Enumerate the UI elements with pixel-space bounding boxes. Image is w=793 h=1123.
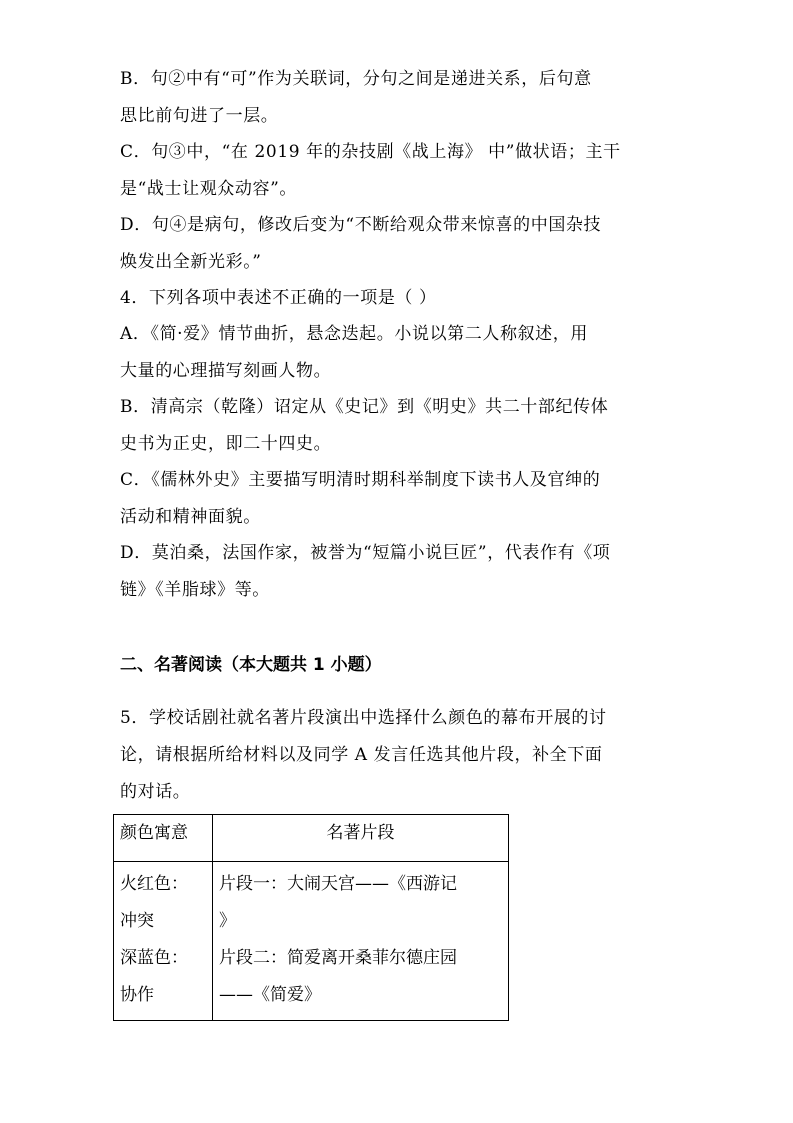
question-4	[120, 280, 680, 317]
section-title: 二、名著阅读（本大题共 1 小题）	[120, 655, 382, 675]
cell-line: 片段二：简爱离开桑菲尔德庄园	[219, 948, 457, 968]
table-row	[114, 862, 509, 1021]
text-line: 焕发出全新光彩。”	[120, 252, 262, 272]
cell-line: ——《简爱》	[219, 985, 321, 1005]
option-a-q4	[120, 316, 680, 390]
text-line: 史书为正史，即二十四史。	[120, 434, 332, 454]
text-line: B．句②中有“可”作为关联词，分句之间是递进关系，后句意	[120, 69, 592, 89]
cell-line: 协作	[120, 985, 154, 1005]
option-b-q4	[120, 389, 680, 463]
option-c-q3	[120, 134, 680, 208]
option-b-q3	[120, 61, 680, 135]
color-meaning-cell	[114, 862, 213, 1021]
cell-line: 火红色：	[120, 874, 188, 894]
text-line: 链》《羊脂球》等。	[120, 580, 270, 600]
work-excerpt-cell	[213, 862, 509, 1021]
question-5	[120, 700, 680, 811]
text-line: 是“战士让观众动容”。	[120, 179, 297, 199]
header-color-meaning: 颜色寓意	[114, 815, 213, 862]
header-work-excerpt: 名著片段	[213, 815, 509, 862]
option-c-q4	[120, 462, 680, 536]
text-line: D．莫泊桑，法国作家，被誉为“短篇小说巨匠”，代表作有《项	[120, 543, 611, 563]
text-line: 5．学校话剧社就名著片段演出中选择什么颜色的幕布开展的讨	[120, 708, 607, 728]
text-line: 论，请根据所给材料以及同学 A 发言任选其他片段，补全下面	[120, 745, 603, 765]
option-d-q4	[120, 535, 680, 609]
cell-line: 片段一：大闹天宫——《西游记	[219, 874, 457, 894]
text-line: 4．下列各项中表述不正确的一项是（ ）	[120, 288, 437, 308]
text-line: 活动和精神面貌。	[120, 507, 261, 527]
text-line: C．句③中，“在 2019 年的杂技剧《战上海》 中”做状语；主干	[120, 142, 621, 162]
table-header-row	[114, 815, 509, 862]
cell-line: 》	[219, 911, 236, 931]
cell-line: 深蓝色：	[120, 948, 188, 968]
option-d-q3	[120, 207, 680, 281]
text-line: B．清高宗（乾隆）诏定从《史记》到《明史》共二十部纪传体	[120, 397, 609, 417]
text-line: D．句④是病句，修改后变为“不断给观众带来惊喜的中国杂技	[120, 215, 602, 235]
text-line: A．《简·爱》情节曲折，悬念迭起。小说以第二人称叙述，用	[120, 324, 588, 344]
text-line: 大量的心理描写刻画人物。	[120, 361, 332, 381]
cell-line: 冲突	[120, 911, 154, 931]
text-line: 思比前句进了一层。	[120, 106, 279, 126]
works-table	[113, 814, 509, 1021]
text-line: 的对话。	[120, 782, 191, 802]
text-line: C．《儒林外史》主要描写明清时期科举制度下读书人及官绅的	[120, 470, 601, 490]
